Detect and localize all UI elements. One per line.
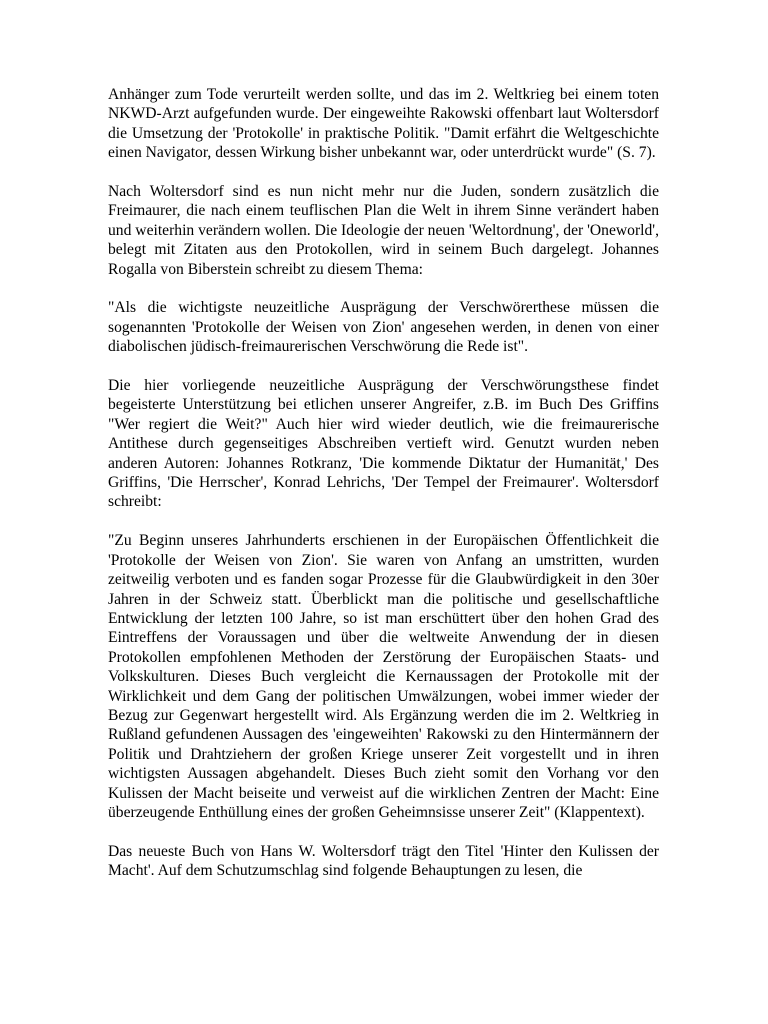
paragraph-5-quote: "Zu Beginn unseres Jahrhunderts erschienen in der Europäischen Öffentlichkeit die 'Protokolle der Weisen von Zion'. Sie waren von Anfang an umstritten, wurden zeitweilig verboten und es fanden sogar Prozesse für die Glaubwürdigkeit in den 30er Jahren in der Schweiz statt. Überblickt man die politische und gesellschaftliche Entwicklung der letzten 100 Jahre, so ist man erschüttert über den hohen Grad des Eintreffens der Voraussagen und über die weltweite Anwendung der in diesen Protokollen empfohlenen Methoden der Zerstörung der Europäischen Staats- und Volkskulturen. Dieses Buch vergleicht die Kernaussagen der Protokolle mit der Wirklichkeit und dem Gang der politischen Umwälzungen, wobei immer wieder der Bezug zur Gegenwart hergestellt wird. Als Ergänzung werden die im 2. Weltkrieg in Rußland gefundenen Aussagen des 'eingeweihten' Rakowski zu den Hintermännern der Politik und Drahtziehern der großen Kriege unserer Zeit vorgestellt und in ihren wichtigsten Aussagen abgehandelt. Dieses Buch zieht somit den Vorhang vor den Kulissen der Macht beiseite und verweist auf die wirklichen Zentren der Macht: Eine überzeugende Enthüllung eines der großen Geheimnsisse unserer Zeit" (Klappentext).	[108, 532, 659, 821]
paragraph-1: Anhänger zum Tode verurteilt werden sollte, und das im 2. Weltkrieg bei einem toten NKWD-Arzt aufgefunden wurde. Der eingeweihte Rakowski offenbart laut Woltersdorf die Umsetzung der 'Protokolle' in praktische Politik. "Damit erfährt die Weltgeschichte einen Navigator, dessen Wirkung bisher unbekannt war, oder unterdrückt wurde" (S. 7).	[108, 86, 659, 162]
paragraph-4: Die hier vorliegende neuzeitliche Ausprägung der Verschwörungsthese findet begeisterte Unterstützung bei etlichen unserer Angreifer, z.B. im Buch Des Griffins "Wer regiert die Weit?" Auch hier wird wieder deutlich, wie die freimaurerische Antithese durch gegenseitiges Abschreiben vertieft wird. Genutzt wurden neben anderen Autoren: Johannes Rotkranz, 'Die kommende Diktatur der Humanität,' Des Griffins, 'Die Herrscher', Konrad Lehrichs, 'Der Tempel der Freimaurer'. Woltersdorf schreibt:	[108, 377, 659, 511]
paragraph-6: Das neueste Buch von Hans W. Woltersdorf trägt den Titel 'Hinter den Kulissen der Macht'. Auf dem Schutzumschlag sind folgende Behauptungen zu lesen, die	[108, 842, 659, 880]
paragraph-2: Nach Woltersdorf sind es nun nicht mehr nur die Juden, sondern zusätzlich die Freimaurer, die nach einem teuflischen Plan die Welt in ihrem Sinne verändert haben und weiterhin verändern wollen. Die Ideologie der neuen 'Weltordnung', der 'Oneworld', belegt mit Zitaten aus den Protokollen, wird in seinem Buch dargelegt. Johannes Rogalla von Biberstein schreibt zu diesem Thema:	[108, 183, 659, 278]
document-page	[108, 85, 659, 881]
paragraph-3-quote: "Als die wichtigste neuzeitliche Ausprägung der Verschwörerthese müssen die sogenannten 'Protokolle der Weisen von Zion' angesehen werden, in denen von einer diabolischen jüdisch-freimaurerischen Verschwörung die Rede ist".	[108, 299, 659, 356]
